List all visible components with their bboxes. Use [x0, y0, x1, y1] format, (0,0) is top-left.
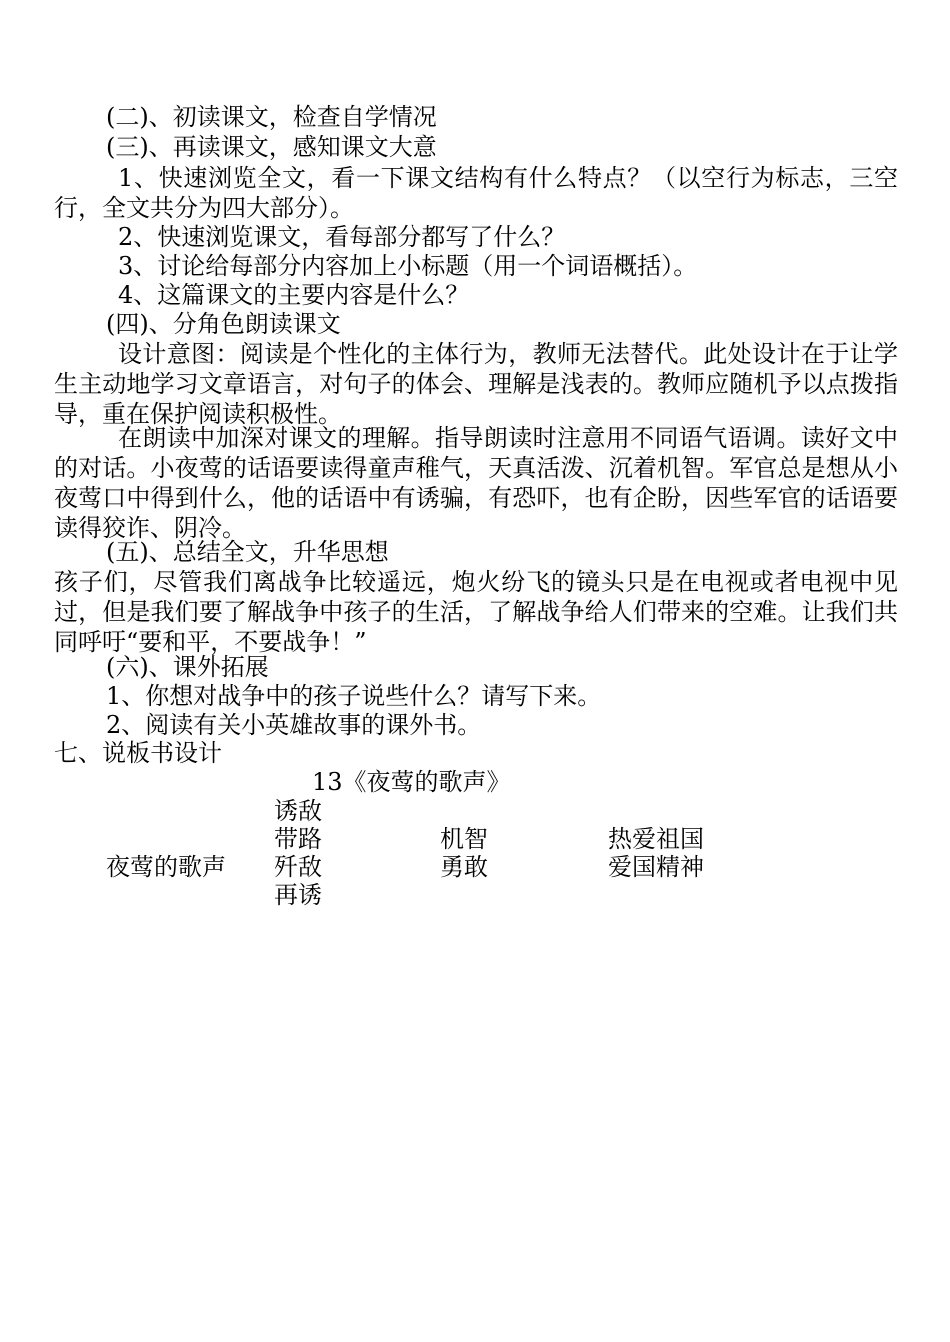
- blackboard-theme-2: 爱国精神: [608, 853, 704, 881]
- blackboard-left-label: 夜莺的歌声: [106, 853, 226, 881]
- section-3-item-2: 2、快速浏览课文，看每部分都写了什么？: [118, 223, 566, 251]
- blackboard-trait-1: 机智: [440, 825, 488, 853]
- section-6-item-1: 1、你想对战争中的孩子说些什么？请写下来。: [106, 682, 602, 710]
- section-3-heading: (三)、再读课文，感知课文大意: [106, 133, 437, 161]
- section-3-item-3: 3、讨论给每部分内容加上小标题（用一个词语概括）。: [118, 252, 698, 280]
- blackboard-action-4: 再诱: [274, 881, 322, 909]
- design-intent-paragraph: 设计意图：阅读是个性化的主体行为，教师无法替代。此处设计在于让学生主动地学习文章语言，对句子的体会、理解是浅表的。教师应随机予以点拨指导，重在保护阅读积极性。: [54, 340, 898, 428]
- blackboard-trait-2: 勇敢: [440, 853, 488, 881]
- blackboard-action-2: 带路: [274, 825, 322, 853]
- section-3-item-1: 1、快速浏览全文，看一下课文结构有什么特点？（以空行为标志，三空行，全文共分为四大部分）。: [54, 164, 898, 222]
- section-3-item-4: 4、这篇课文的主要内容是什么？: [118, 281, 470, 309]
- blackboard-action-3: 歼敌: [274, 853, 322, 881]
- blackboard-action-1: 诱敌: [274, 797, 322, 825]
- blackboard-theme-1: 热爱祖国: [608, 825, 704, 853]
- summary-paragraph: 孩子们，尽管我们离战争比较遥远，炮火纷飞的镜头只是在电视或者电视中见过，但是我们要了解战争中孩子的生活，了解战争给人们带来的空难。让我们共同呼吁“要和平，不要战争！”: [54, 568, 898, 656]
- section-6-heading: (六)、课外拓展: [106, 653, 269, 681]
- section-6-item-2: 2、阅读有关小英雄故事的课外书。: [106, 711, 482, 739]
- blackboard-title: 13《夜莺的歌声》: [312, 768, 511, 796]
- reading-guidance-paragraph: 在朗读中加深对课文的理解。指导朗读时注意用不同语气语调。读好文中的对话。小夜莺的话语要读得童声稚气，天真活泼、沉着机智。军官总是想从小夜莺口中得到什么，他的话语中有诱骗，有恐吓，也有企盼，因些军官的话语要读得狡诈、阴冷。: [54, 424, 898, 542]
- section-4-heading: (四)、分角色朗读课文: [106, 310, 341, 338]
- section-2-heading: (二)、初读课文，检查自学情况: [106, 103, 437, 131]
- section-5-heading: (五)、总结全文，升华思想: [106, 538, 389, 566]
- section-7-heading: 七、说板书设计: [54, 739, 222, 767]
